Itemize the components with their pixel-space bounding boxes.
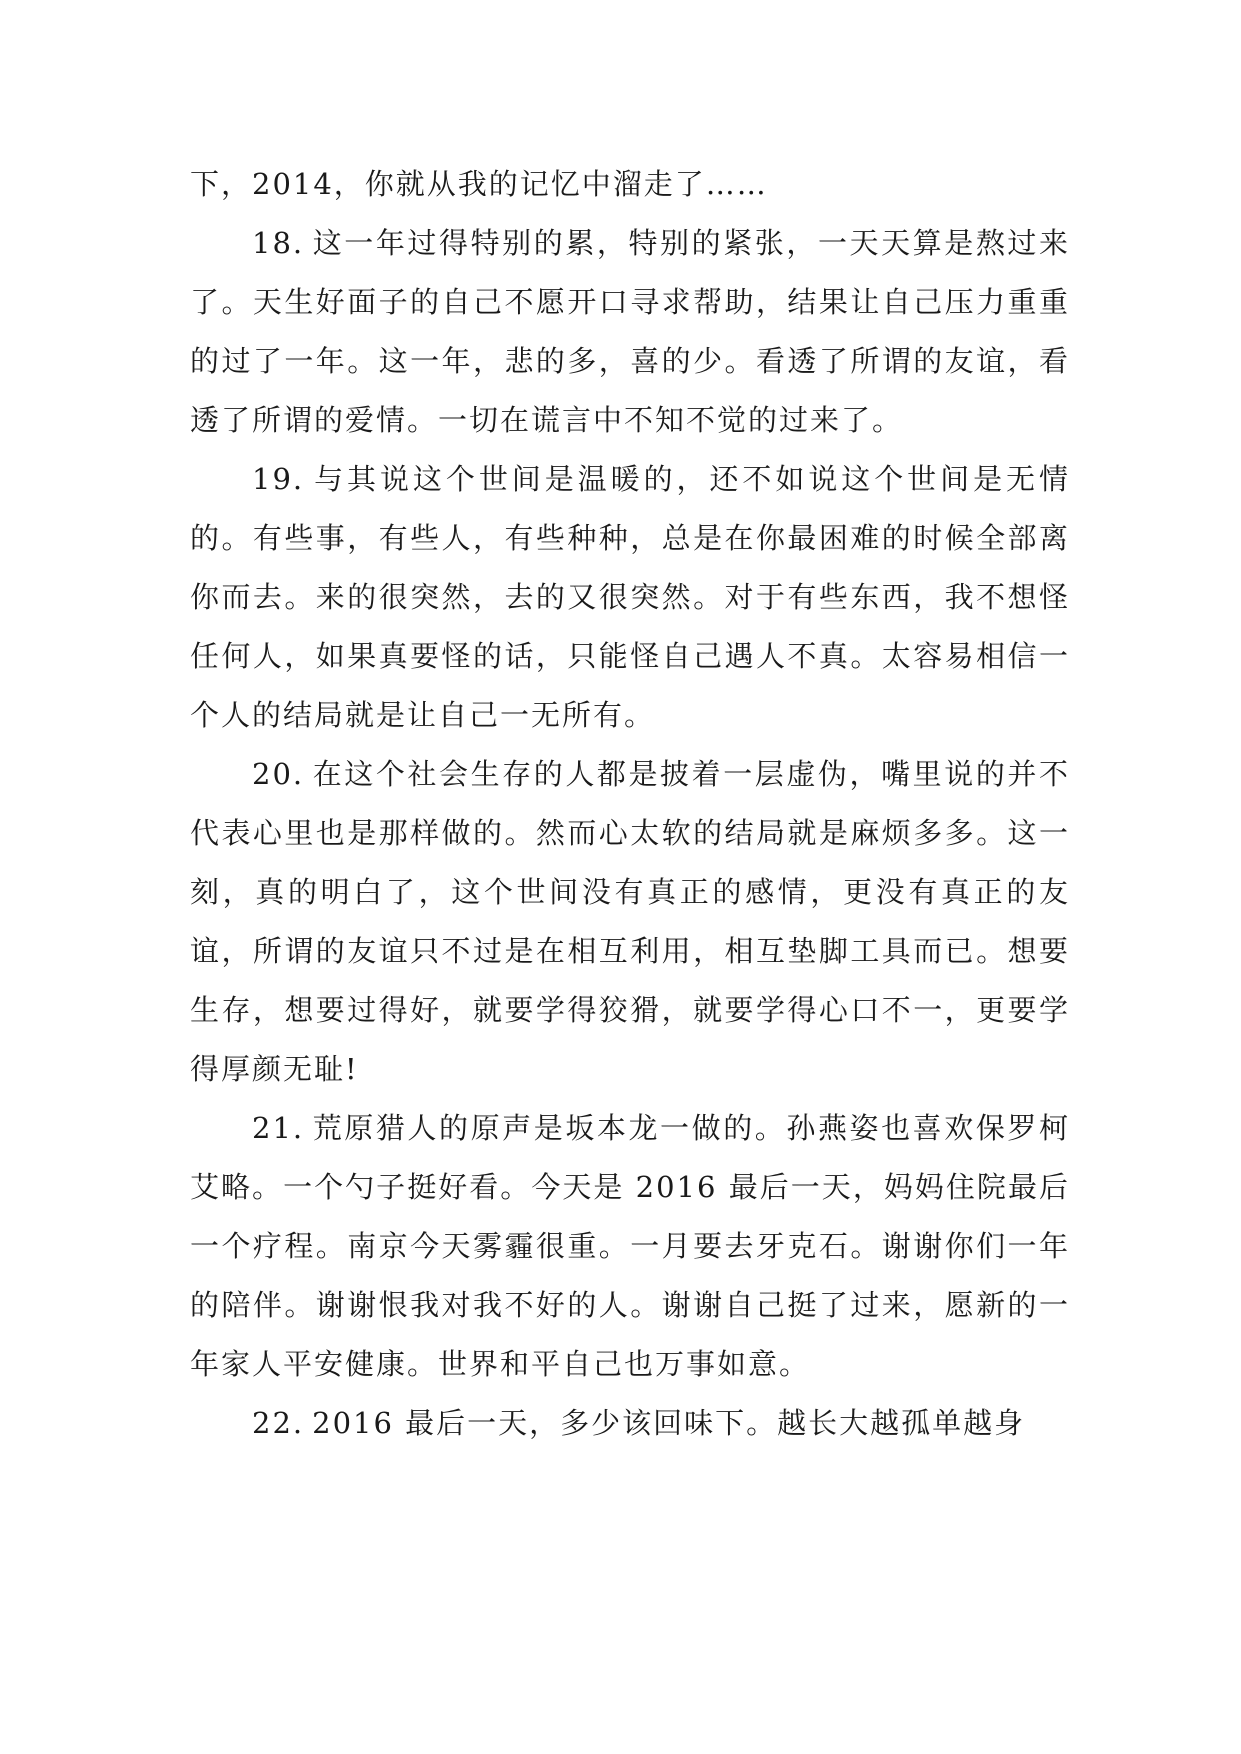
paragraph-20 — [190, 745, 1070, 1099]
paragraph-number: 20. — [252, 757, 305, 791]
paragraph-text: 荒原猎人的原声是坂本龙一做的。孙燕姿也喜欢保罗柯艾略。一个勺子挺好看。今天是 2016 最后一天，妈妈住院最后一个疗程。南京今天雾霾很重。一月要去牙克石。谢谢你们一年的陪伴。谢谢恨我对我不好的人。谢谢自己挺了过来，愿新的一年家人平安健康。世界和平自己也万事如意。 — [190, 1111, 1070, 1381]
paragraph-21 — [190, 1099, 1070, 1394]
paragraph-text: 在这个社会生存的人都是披着一层虚伪，嘴里说的并不代表心里也是那样做的。然而心太软的结局就是麻烦多多。这一刻，真的明白了，这个世间没有真正的感情，更没有真正的友谊，所谓的友谊只不过是在相互利用，相互垫脚工具而已。想要生存，想要过得好，就要学得狡猾，就要学得心口不一，更要学得厚颜无耻! — [190, 757, 1070, 1086]
paragraph-number: 19. — [252, 462, 305, 496]
paragraph-text: 与其说这个世间是温暖的，还不如说这个世间是无情的。有些事，有些人，有些种种，总是在你最困难的时候全部离你而去。来的很突然，去的又很突然。对于有些东西，我不想怪任何人，如果真要怪的话，只能怪自己遇人不真。太容易相信一个人的结局就是让自己一无所有。 — [190, 462, 1070, 732]
paragraph-19 — [190, 450, 1070, 745]
paragraph-continuation — [190, 155, 1070, 214]
paragraph-text: 下，2014，你就从我的记忆中溜走了…… — [190, 167, 768, 201]
paragraph-number: 21. — [252, 1111, 305, 1145]
paragraph-number: 18. — [252, 226, 305, 260]
paragraph-text: 2016 最后一天，多少该回味下。越长大越孤单越身 — [312, 1406, 1026, 1440]
document-body — [190, 155, 1070, 1453]
paragraph-22 — [190, 1394, 1070, 1453]
paragraph-text: 这一年过得特别的累，特别的紧张，一天天算是熬过来了。天生好面子的自己不愿开口寻求帮助，结果让自己压力重重的过了一年。这一年，悲的多，喜的少。看透了所谓的友谊，看透了所谓的爱情。一切在谎言中不知不觉的过来了。 — [190, 226, 1070, 437]
paragraph-18 — [190, 214, 1070, 450]
paragraph-number: 22. — [252, 1406, 305, 1440]
